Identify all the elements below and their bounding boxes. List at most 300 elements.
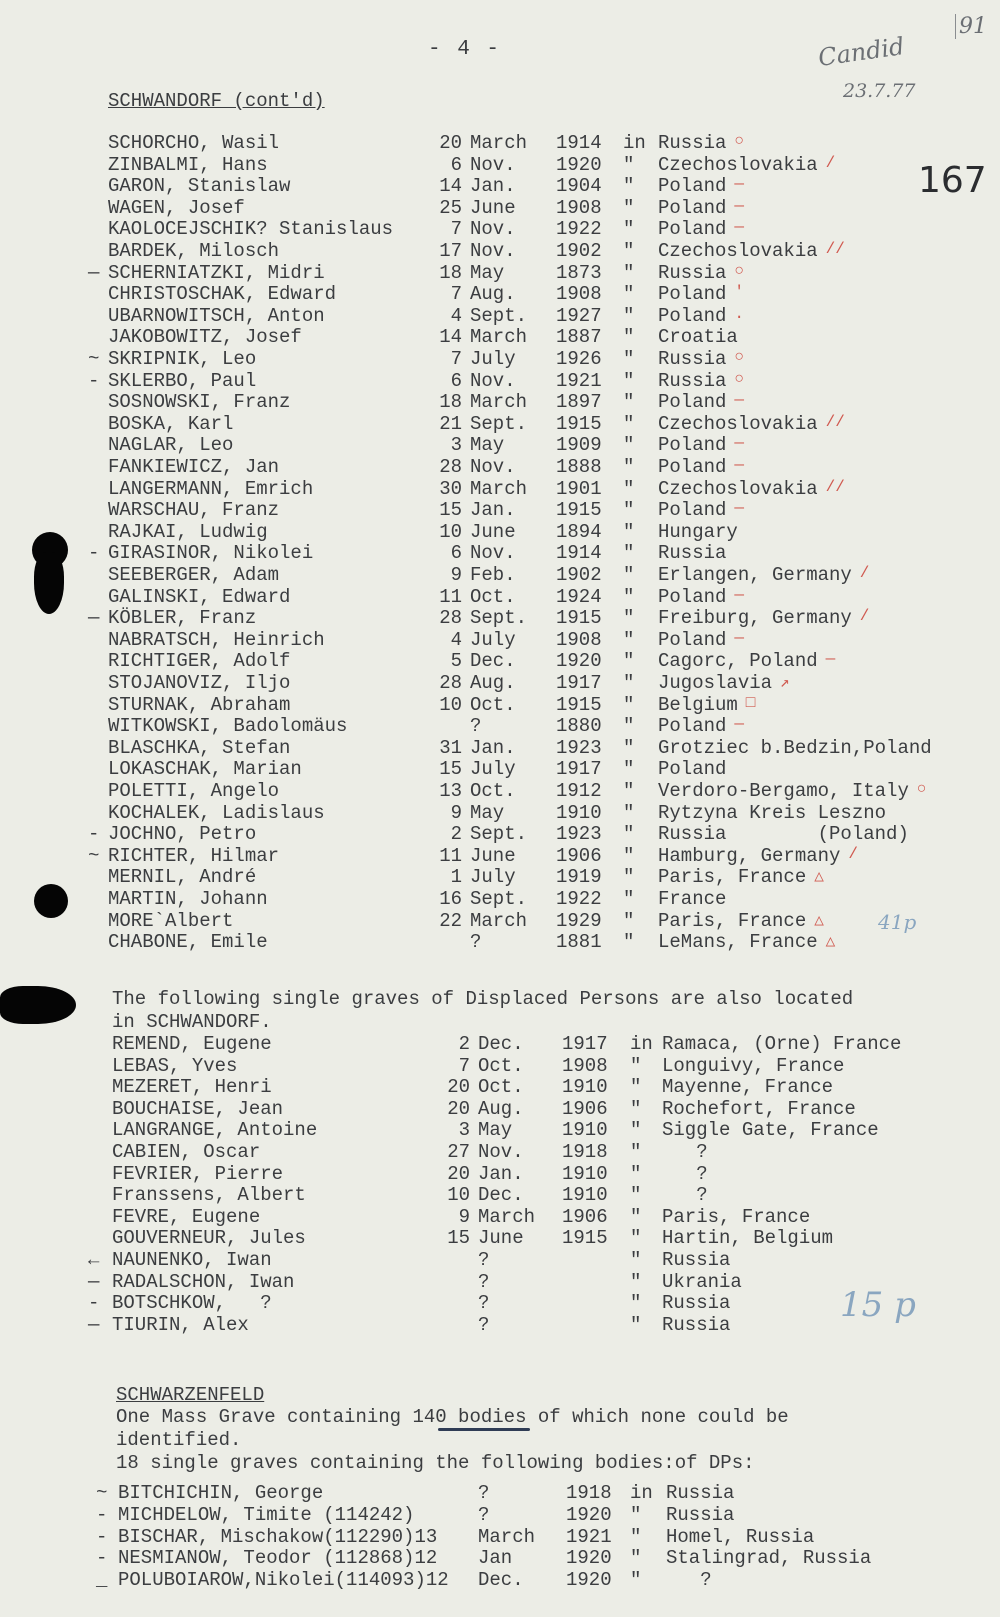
birth-day: 10	[439, 693, 462, 716]
birth-in: "	[623, 499, 635, 522]
birth-year: 1887	[556, 326, 602, 349]
birth-month: Aug.	[470, 283, 516, 306]
person-name: FEVRIER, Pierre	[112, 1162, 284, 1185]
birth-day: 5	[450, 650, 462, 673]
birth-place: Czechoslovakia	[658, 153, 818, 176]
birth-day: 1	[450, 866, 462, 889]
birth-day: 4	[450, 304, 462, 327]
birth-year: 1880	[556, 715, 602, 738]
birth-day: 11	[439, 585, 462, 608]
check-mark: ○	[734, 369, 744, 388]
birth-month: Oct.	[478, 1076, 524, 1099]
birth-place: Czechoslovakia	[658, 240, 818, 262]
birth-day: 20	[447, 1097, 470, 1120]
birth-in: "	[623, 607, 635, 630]
handwritten-underline	[438, 1428, 530, 1431]
person-name: POLUBOIAROW,Nikolei(114093)12	[118, 1569, 449, 1592]
birth-in: "	[623, 888, 635, 910]
birth-year: 1912	[556, 780, 602, 802]
person-name: RICHTIGER, Adolf	[108, 650, 291, 673]
birth-day: 9	[450, 801, 462, 824]
birth-in: "	[630, 1569, 642, 1592]
person-name: REMEND, Eugene	[112, 1033, 272, 1055]
person-name: JAKOBOWITZ, Josef	[108, 326, 302, 349]
grave-row	[0, 1227, 1000, 1249]
birth-in: "	[630, 1525, 642, 1548]
birth-month: Sept.	[470, 823, 528, 846]
birth-year: 1920	[556, 153, 602, 176]
grave-row	[0, 1271, 1000, 1293]
person-name: MARTIN, Johann	[108, 888, 268, 910]
birth-day: 18	[439, 391, 462, 414]
birth-month: Sept.	[470, 607, 528, 630]
birth-place: Poland	[658, 175, 727, 198]
birth-in: "	[623, 736, 635, 759]
person-name: GOUVERNEUR, Jules	[112, 1227, 306, 1250]
birth-place: ?	[662, 1184, 708, 1207]
person-name: LANGRANGE, Antoine	[112, 1119, 318, 1142]
birth-place: Mayenne, France	[662, 1076, 834, 1099]
birth-year: 1917	[562, 1033, 608, 1055]
person-name: SOSNOWSKI, Franz	[108, 391, 291, 414]
person-name: BOSKA, Karl	[108, 412, 234, 435]
punch-blot-2	[0, 986, 76, 1024]
birth-in: "	[623, 823, 635, 846]
birth-place: France	[658, 888, 727, 910]
birth-day: 9	[450, 564, 462, 586]
birth-place: ?	[666, 1569, 712, 1592]
birth-place: Russia (Poland)	[658, 823, 909, 846]
birth-year: 1908	[556, 283, 602, 306]
row-mark: ←	[88, 1249, 100, 1271]
person-name: RICHTER, Hilmar	[108, 844, 280, 867]
birth-place: Poland	[658, 283, 727, 306]
birth-month: July	[470, 758, 516, 781]
birth-place: Paris, France	[658, 866, 807, 889]
grave-row	[0, 910, 1000, 932]
grave-row	[0, 1504, 1000, 1526]
birth-month: March	[470, 909, 528, 932]
birth-place: Ukrania	[662, 1270, 742, 1293]
birth-year: 1888	[556, 456, 602, 478]
birth-in: "	[630, 1054, 642, 1077]
check-mark: —	[734, 218, 744, 237]
birth-month: May	[470, 434, 505, 457]
birth-year: 1917	[556, 758, 602, 781]
birth-in: "	[623, 391, 635, 414]
grave-row	[0, 866, 1000, 888]
birth-year: 1873	[556, 261, 602, 284]
birth-in: "	[630, 1292, 642, 1315]
birth-month: Nov.	[470, 218, 516, 241]
birth-year: 1910	[562, 1162, 608, 1185]
row-mark: ~	[88, 348, 100, 370]
birth-in: "	[630, 1227, 642, 1250]
birth-month: Nov.	[478, 1141, 524, 1163]
birth-year: 1914	[556, 542, 602, 565]
person-name: LANGERMANN, Emrich	[108, 477, 314, 500]
grave-row	[0, 197, 1000, 219]
row-mark: -	[88, 1292, 100, 1315]
grave-row	[0, 262, 1000, 284]
birth-month: Jan.	[478, 1162, 524, 1185]
birth-place: Verdoro-Bergamo, Italy	[658, 780, 909, 802]
row-mark: —	[88, 261, 100, 284]
birth-in: "	[623, 650, 635, 673]
birth-month: ?	[478, 1482, 490, 1504]
birth-year: 1914	[556, 132, 602, 154]
grave-row	[0, 154, 1000, 176]
grave-row	[0, 564, 1000, 586]
birth-month: May	[470, 801, 505, 824]
birth-day: 15	[439, 758, 462, 781]
handwritten-count: 167	[918, 160, 987, 201]
check-mark: /	[825, 153, 836, 172]
birth-in: "	[630, 1205, 642, 1228]
birth-year: 1910	[562, 1184, 608, 1207]
birth-month: May	[470, 261, 505, 284]
birth-year: 1927	[556, 304, 602, 327]
person-name: JOCHNO, Petro	[108, 823, 257, 846]
check-mark: —	[734, 715, 744, 734]
grave-row	[0, 607, 1000, 629]
grave-row	[0, 1292, 1000, 1314]
birth-in: "	[630, 1503, 642, 1526]
birth-month: July	[470, 866, 516, 889]
grave-row	[0, 1206, 1000, 1228]
birth-day: 4	[450, 628, 462, 651]
birth-year: 1921	[556, 369, 602, 392]
birth-in: "	[623, 758, 635, 781]
grave-row	[0, 802, 1000, 824]
grave-row	[0, 1141, 1000, 1163]
birth-place: Homel, Russia	[666, 1525, 815, 1548]
birth-day: 30	[439, 477, 462, 500]
birth-year: 1926	[556, 348, 602, 370]
birth-in: "	[623, 564, 635, 586]
check-mark: —	[734, 391, 744, 410]
birth-place: Czechoslovakia	[658, 412, 818, 435]
row-mark: —	[88, 607, 100, 630]
birth-year: 1917	[556, 672, 602, 694]
grave-row	[0, 672, 1000, 694]
birth-year: 1910	[556, 801, 602, 824]
person-name: MICHDELOW, Timite (114242)	[118, 1503, 415, 1526]
birth-month: Oct.	[478, 1054, 524, 1077]
person-name: LEBAS, Yves	[112, 1054, 238, 1077]
birth-year: 1920	[566, 1503, 612, 1526]
grave-row	[0, 823, 1000, 845]
birth-day: 3	[458, 1119, 470, 1142]
birth-in: "	[623, 196, 635, 219]
birth-in: in	[630, 1033, 653, 1055]
person-name: BOTSCHKOW, ?	[112, 1292, 272, 1315]
birth-place: Poland	[658, 628, 727, 651]
person-name: TIURIN, Alex	[112, 1313, 249, 1336]
birth-year: 1918	[562, 1141, 608, 1163]
grave-row	[0, 586, 1000, 608]
birth-month: Oct.	[470, 585, 516, 608]
birth-in: "	[623, 218, 635, 241]
birth-in: "	[623, 261, 635, 284]
birth-year: 1915	[556, 412, 602, 435]
birth-in: "	[630, 1097, 642, 1120]
birth-day: 11	[439, 844, 462, 867]
birth-place: Hamburg, Germany	[658, 844, 841, 867]
birth-month: July	[470, 348, 516, 370]
birth-place: Belgium	[658, 693, 738, 716]
birth-place: Longuivy, France	[662, 1054, 845, 1077]
person-name: UBARNOWITSCH, Anton	[108, 304, 325, 327]
grave-row	[0, 1482, 1000, 1504]
birth-year: 1921	[566, 1525, 612, 1548]
grave-row	[0, 434, 1000, 456]
birth-day: 28	[439, 456, 462, 478]
check-mark: .	[734, 304, 744, 323]
birth-in: "	[623, 283, 635, 306]
grave-row	[0, 1314, 1000, 1336]
grave-row	[0, 1055, 1000, 1077]
birth-year: 1908	[556, 196, 602, 219]
birth-year: 1906	[562, 1097, 608, 1120]
handwritten-note-15: 15 p	[840, 1285, 916, 1325]
birth-year: 1922	[556, 888, 602, 910]
birth-in: "	[623, 153, 635, 176]
row-mark: ~	[88, 844, 100, 867]
birth-place: Poland	[658, 391, 727, 414]
birth-in: "	[630, 1076, 642, 1099]
person-name: Franssens, Albert	[112, 1184, 306, 1207]
row-mark: —	[88, 1270, 100, 1293]
birth-in: "	[623, 240, 635, 262]
person-name: STURNAK, Abraham	[108, 693, 291, 716]
person-name: BITCHICHIN, George	[118, 1482, 324, 1504]
birth-day: 22	[439, 909, 462, 932]
person-name: BLASCHKA, Stefan	[108, 736, 291, 759]
birth-in: "	[630, 1249, 642, 1271]
birth-place: Siggle Gate, France	[662, 1119, 879, 1142]
birth-year: 1929	[556, 909, 602, 932]
birth-month: ?	[478, 1270, 490, 1293]
birth-in: in	[623, 132, 646, 154]
handwritten-candid: Candid	[816, 32, 907, 72]
birth-day: 2	[450, 823, 462, 846]
birth-day: 25	[439, 196, 462, 219]
check-mark: □	[745, 693, 756, 712]
person-name: CHABONE, Emile	[108, 931, 268, 954]
row-mark: -	[96, 1525, 108, 1548]
section2-intro-line2: in SCHWANDORF.	[112, 1011, 272, 1033]
grave-row	[0, 629, 1000, 651]
section-title-schwarzenfeld: SCHWARZENFELD	[116, 1384, 265, 1406]
row-mark: —	[88, 1313, 100, 1336]
birth-place: Poland	[658, 715, 727, 738]
birth-day: 3	[450, 434, 462, 457]
birth-month: Nov.	[470, 153, 516, 176]
birth-month: Nov.	[470, 542, 516, 565]
birth-day: 15	[447, 1227, 470, 1250]
birth-place: Ramaca, (Orne) France	[662, 1033, 902, 1055]
birth-day: 14	[439, 326, 462, 349]
birth-year: 1910	[562, 1076, 608, 1099]
grave-row	[0, 1569, 1000, 1591]
person-name: NESMIANOW, Teodor (112868)12	[118, 1547, 438, 1570]
birth-month: Dec.	[478, 1184, 524, 1207]
birth-in: "	[623, 304, 635, 327]
grave-row	[0, 240, 1000, 262]
birth-in: "	[630, 1162, 642, 1185]
birth-year: 1901	[556, 477, 602, 500]
birth-year: 1915	[556, 499, 602, 522]
person-name: BARDEK, Milosch	[108, 240, 280, 262]
grave-row	[0, 758, 1000, 780]
person-name: GIRASINOR, Nikolei	[108, 542, 314, 565]
birth-place: Jugoslavia	[658, 672, 773, 694]
birth-month: ?	[478, 1503, 490, 1526]
person-name: RAJKAI, Ludwig	[108, 520, 268, 543]
birth-in: "	[623, 780, 635, 802]
birth-in: "	[623, 412, 635, 435]
birth-day: 13	[439, 780, 462, 802]
birth-month: Jan.	[470, 175, 516, 198]
person-name: ZINBALMI, Hans	[108, 153, 268, 176]
birth-year: 1920	[566, 1569, 612, 1592]
birth-in: "	[630, 1547, 642, 1570]
grave-row	[0, 478, 1000, 500]
row-mark: ~	[96, 1482, 108, 1504]
grave-row	[0, 931, 1000, 953]
person-name: BOUCHAISE, Jean	[112, 1097, 284, 1120]
birth-month: June	[470, 844, 516, 867]
birth-year: 1923	[556, 736, 602, 759]
birth-year: 1915	[556, 693, 602, 716]
birth-year: 1910	[562, 1119, 608, 1142]
birth-in: "	[623, 628, 635, 651]
mass-grave-line1: One Mass Grave containing 140 bodies of which none could be	[116, 1406, 789, 1428]
person-name: WARSCHAU, Franz	[108, 499, 280, 522]
birth-year: 1904	[556, 175, 602, 198]
birth-place: Russia	[666, 1482, 735, 1504]
birth-place: Poland	[658, 456, 727, 478]
birth-year: 1919	[556, 866, 602, 889]
birth-year: 1922	[556, 218, 602, 241]
check-mark: —	[734, 499, 744, 518]
birth-day: 28	[439, 607, 462, 630]
birth-day: 16	[439, 888, 462, 910]
birth-day: 27	[447, 1141, 470, 1163]
birth-day: 21	[439, 412, 462, 435]
birth-place: Rytzyna Kreis Leszno	[658, 801, 887, 824]
grave-row	[0, 1098, 1000, 1120]
grave-row	[0, 1526, 1000, 1548]
person-name: NAGLAR, Leo	[108, 434, 234, 457]
birth-place: Hungary	[658, 520, 738, 543]
grave-row	[0, 715, 1000, 737]
birth-day: 10	[447, 1184, 470, 1207]
person-name: SKRIPNIK, Leo	[108, 348, 257, 370]
birth-year: 1920	[566, 1547, 612, 1570]
grave-row	[0, 1184, 1000, 1206]
birth-in: "	[623, 715, 635, 738]
birth-in: "	[630, 1141, 642, 1163]
person-name: WITKOWSKI, Badolomäus	[108, 715, 348, 738]
check-mark: //	[825, 240, 845, 258]
birth-day: 7	[450, 348, 462, 370]
birth-place: Russia	[658, 132, 727, 154]
grave-row	[0, 391, 1000, 413]
row-mark: -	[96, 1503, 108, 1526]
birth-place: ?	[662, 1162, 708, 1185]
person-name: GALINSKI, Edward	[108, 585, 291, 608]
grave-row	[0, 1163, 1000, 1185]
birth-month: ?	[478, 1292, 490, 1315]
birth-month: Dec.	[478, 1033, 524, 1055]
birth-day: 15	[439, 499, 462, 522]
person-name: NABRATSCH, Heinrich	[108, 628, 325, 651]
birth-place: Poland	[658, 218, 727, 241]
birth-month: ?	[478, 1313, 490, 1336]
birth-day: 6	[450, 369, 462, 392]
birth-day: 28	[439, 672, 462, 694]
birth-month: March	[470, 132, 528, 154]
birth-in: "	[623, 456, 635, 478]
person-name: CABIEN, Oscar	[112, 1141, 261, 1163]
birth-month: Sept.	[470, 304, 528, 327]
birth-year: 1902	[556, 240, 602, 262]
birth-month: July	[470, 628, 516, 651]
birth-day: 20	[447, 1162, 470, 1185]
birth-month: Nov.	[470, 369, 516, 392]
grave-row	[0, 1119, 1000, 1141]
handwritten-date: 23.7.77	[843, 80, 916, 102]
person-name: SEEBERGER, Adam	[108, 564, 280, 586]
birth-month: June	[478, 1227, 524, 1250]
person-name: SCHERNIATZKI, Midri	[108, 261, 325, 284]
birth-year: 1915	[562, 1227, 608, 1250]
birth-month: ?	[470, 931, 482, 954]
check-mark: ↗	[780, 674, 790, 692]
birth-month: Jan.	[470, 499, 516, 522]
birth-in: "	[623, 434, 635, 457]
birth-month: Jan	[478, 1547, 513, 1570]
grave-row	[0, 499, 1000, 521]
grave-row	[0, 888, 1000, 910]
birth-month: Nov.	[470, 240, 516, 262]
birth-day: 18	[439, 261, 462, 284]
birth-place: Cagorc, Poland	[658, 650, 818, 673]
person-name: STOJANOVIZ, Iljo	[108, 672, 291, 694]
check-mark: ○	[734, 132, 744, 150]
birth-month: Dec.	[470, 650, 516, 673]
person-name: KÖBLER, Franz	[108, 607, 257, 630]
birth-day: 17	[439, 240, 462, 262]
birth-year: 1894	[556, 520, 602, 543]
birth-in: "	[630, 1119, 642, 1142]
check-mark: —	[734, 628, 744, 647]
check-mark: —	[734, 175, 744, 194]
check-mark: —	[734, 456, 744, 474]
birth-in: "	[623, 477, 635, 500]
check-mark: ○	[734, 348, 744, 366]
check-mark: —	[734, 434, 744, 453]
birth-place: Russia	[658, 369, 727, 392]
birth-place: Paris, France	[658, 909, 807, 932]
birth-year: 1920	[556, 650, 602, 673]
grave-row	[0, 780, 1000, 802]
birth-in: "	[623, 348, 635, 370]
person-name: BISCHAR, Mischakow(112290)13	[118, 1525, 438, 1548]
birth-place: Russia	[658, 542, 727, 565]
